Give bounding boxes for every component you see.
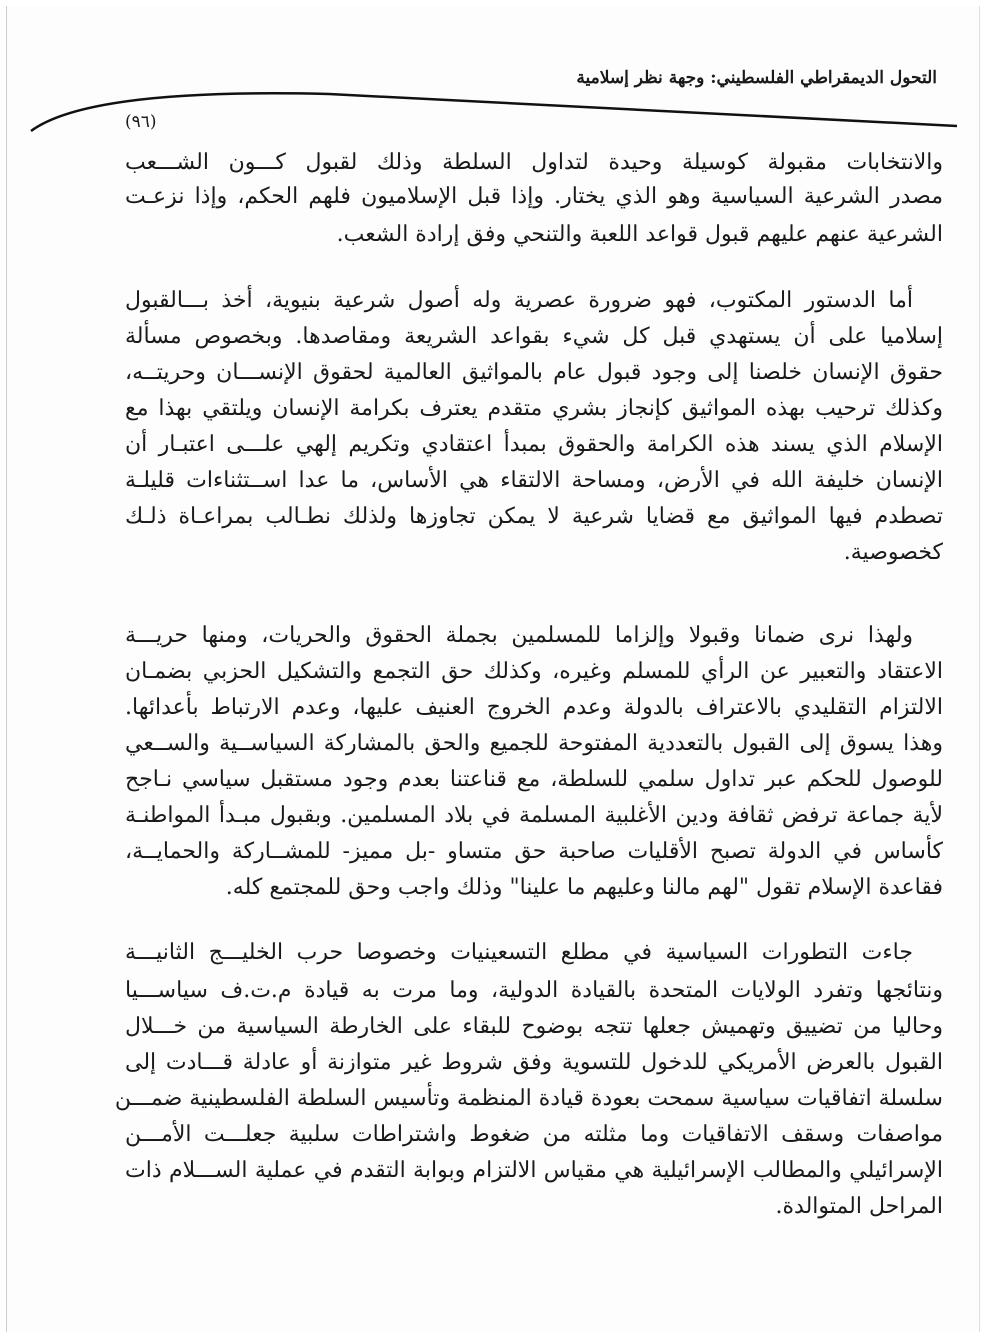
text-line: وكذلك ترحيب بهذه المواثيق كإنجاز بشري متقدم يعترف بكرامة الإنسان ويلتقي بهذا مع bbox=[125, 396, 943, 421]
text-line: مواصفات وسقف الاتفاقيات وما مثلته من ضغوط واشتراطات سلبية جعلـــت الأمـــن bbox=[125, 1122, 943, 1147]
text-line: الإنسان خليفة الله في الأرض، ومساحة الالتقاء هي الأساس، ما عدا اســتثناءات قليلـة bbox=[125, 468, 943, 493]
text-line: وحاليا من تضييق وتهميش جعلها تتجه بوضوح للبقاء على الخارطة السياسية من خـــلال bbox=[125, 1014, 943, 1039]
text-line: والانتخابات مقبولة كوسيلة وحيدة لتداول السلطة وذلك لقبول كـــون الشـــعب bbox=[125, 150, 943, 175]
text-line: تصطدم فيها المواثيق مع قضايا شرعية لا يمكن تجاوزها ولذلك نطـالب بمراعـاة ذلـك bbox=[125, 504, 943, 529]
text-line: وهذا يسوق إلى القبول بالتعددية المفتوحة للجميع والحق بالمشاركة السياســية والســعي bbox=[125, 731, 943, 756]
header-rule bbox=[29, 86, 959, 136]
text-line: ونتائجها وتفرد الولايات المتحدة بالقيادة الدولية، وما مرت به قيادة م.ت.ف سياســـيا bbox=[125, 978, 944, 1003]
text-line: الاعتقاد والتعبير عن الرأي للمسلم وغيره، وكذلك حق التجمع والتشكيل الحزبي بضمـان bbox=[125, 659, 943, 684]
text-line: القبول بالعرض الأمريكي للدخول للتسوية وفق شروط غير متوازنة أو عادلة قـــادت إلى bbox=[125, 1050, 943, 1075]
book-page bbox=[6, 6, 980, 1332]
running-header: التحول الديمقراطي الفلسطيني: وجهة نظر إسلامية bbox=[576, 68, 937, 88]
page-number: (٩٦) bbox=[125, 112, 157, 132]
text-line: كخصوصية. bbox=[843, 540, 943, 565]
text-line: ولهذا نرى ضمانا وقبولا وإلزاما للمسلمين بجملة الحقوق والحريات، ومنها حريـــة bbox=[125, 623, 913, 648]
text-line: إسلاميا على أن يستهدي قبل كل شيء بقواعد الشريعة ومقاصدها. وبخصوص مسألة bbox=[125, 324, 944, 349]
text-line: فقاعدة الإسلام تقول "لهم مالنا وعليهم ما علينا" وذلك واجب وحق للمجتمع كله. bbox=[225, 875, 943, 900]
text-line: كأساس في الدولة تصبح الأقليات صاحبة حق متساو -بل مميز- للمشــاركة والحمايــة، bbox=[125, 839, 943, 864]
text-line: الإسلام الذي يسند هذه الكرامة والحقوق بمبدأ اعتقادي وتكريم إلهي علـــى اعتبـار أن bbox=[125, 432, 943, 457]
text-line: مصدر الشرعية السياسية وهو الذي يختار. وإذا قبل الإسلاميون فلهم الحكم، وإذا نزعـت bbox=[125, 184, 943, 209]
text-line: الالتزام التقليدي بالاعتراف بالدولة وعدم الخروج العنيف عليها، وعدم الارتباط بأعدائها. bbox=[125, 695, 943, 720]
text-line: للوصول للحكم عبر تداول سلمي للسلطة، مع قناعتنا بعدم وجود مستقبل سياسي نـاجح bbox=[125, 767, 943, 792]
text-line: جاءت التطورات السياسية في مطلع التسعينيات وخصوصا حرب الخليـــج الثانيـــة bbox=[125, 940, 913, 965]
text-line: لأية جماعة ترفض ثقافة ودين الأغلبية المسلمة في بلاد المسلمين. وبقبول مبـدأ المواطنـة bbox=[125, 803, 943, 828]
text-line: الشرعية عنهم عليهم قبول قواعد اللعبة والتنحي وفق إرادة الشعب. bbox=[336, 222, 943, 247]
text-line: المراحل المتوالدة. bbox=[775, 1194, 943, 1219]
text-line: سلسلة اتفاقيات سياسية سمحت بعودة قيادة المنظمة وتأسيس السلطة الفلسطينية ضمـــن bbox=[114, 1086, 943, 1111]
text-line: أما الدستور المكتوب، فهو ضرورة عصرية وله أصول شرعية بنيوية، أخذ بـــالقبول bbox=[125, 288, 913, 313]
text-line: الإسرائيلي والمطالب الإسرائيلية هي مقياس الالتزام وبوابة التقدم في عملية الســـلام ذات bbox=[125, 1158, 943, 1183]
text-line: حقوق الإنسان خلصنا إلى وجود قبول عام بالمواثيق العالمية لحقوق الإنســـان وحريتــه، bbox=[125, 360, 943, 385]
